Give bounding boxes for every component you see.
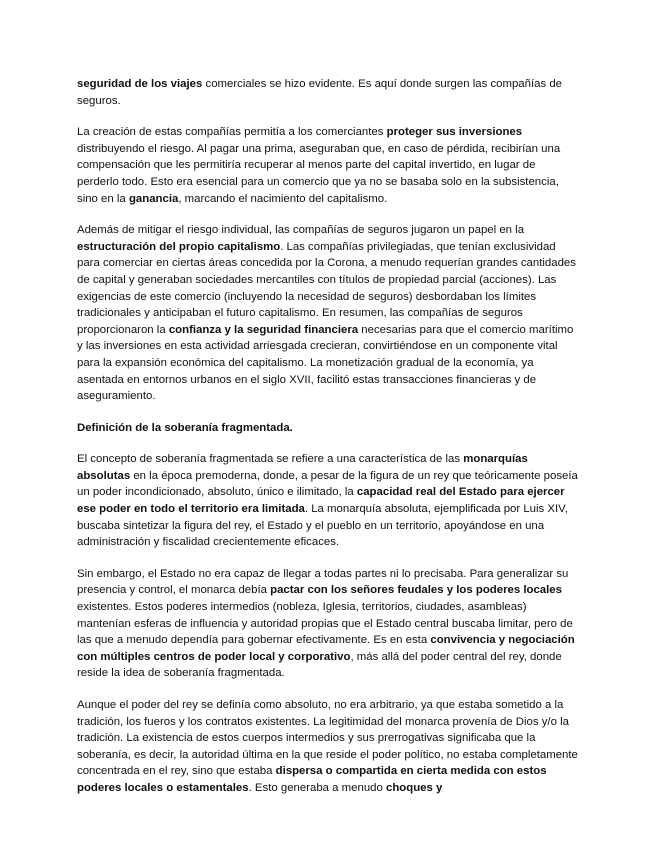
bold-text: confianza y la seguridad financiera bbox=[168, 323, 359, 336]
paragraph bbox=[77, 222, 579, 405]
text-run: necesarias para que el comercio marítimo y las inversiones en esta actividad arriesgada crecieran, convirtiéndose en un componente vital para la expansión económica del capitalismo. La monetización gradual de la economía, ya asentada en entornos urbanos en el siglo XVII, facilitó estas transacciones financieras y de aseguramiento. bbox=[77, 323, 574, 403]
text-run: El concepto de soberanía fragmentada se refiere a una característica de las bbox=[77, 453, 464, 466]
bold-text: pactar con los señores feudales y los poderes locales bbox=[270, 584, 562, 597]
text-run: Además de mitigar el riesgo individual, las compañías de seguros jugaron un papel en la bbox=[77, 224, 525, 237]
text-run: Sin embargo, el Estado no era capaz de llegar a todas partes ni lo precisaba. Para generalizar su presencia y control, el monarca debía bbox=[77, 567, 569, 597]
text-run: distribuyendo el riesgo. Al pagar una prima, aseguraban que, en caso de pérdida, recibirían una compensación que les permitiría recuperar al menos parte del capital invertido, en lugar de perderlo todo. Esto era esencial para un comercio que ya no se basaba solo en la subsistencia, sino en la bbox=[77, 142, 561, 205]
bold-text: choques y bbox=[386, 781, 443, 794]
section-heading bbox=[77, 420, 579, 437]
bold-text: convivencia y negociación con múltiples centros de poder local y corporativo bbox=[77, 634, 575, 663]
bold-text: estructuración del propio capitalismo bbox=[77, 240, 281, 253]
text-run: La creación de estas compañías permitía a los comerciantes bbox=[77, 126, 387, 139]
paragraph bbox=[77, 451, 579, 551]
bold-text: monarquías absolutas bbox=[77, 453, 528, 482]
text-run: Aunque el poder del rey se definía como absoluto, no era arbitrario, ya que estaba sometido a la tradición, los fueros y los contratos existentes. La legitimidad del monarca provenía de Dios y/o la tradición. La existencia de estos cuerpos intermedios y sus prerrogativas significaba que la soberanía, es decir, la autoridad última en la que reside el poder político, no estaba completamente concentrada en el rey, sino que estaba bbox=[77, 699, 578, 778]
text-run: existentes. Estos poderes intermedios (nobleza, Iglesia, territorios, ciudades, asambleas) mantenían esferas de influencia y autoridad propias que el Estado central buscaba limitar, pero de las que a menudo dependía para gobernar efectivamente. Es en esta bbox=[77, 601, 573, 647]
text-run: comerciales se hizo evidente. Es aquí donde surgen las compañías de seguros. bbox=[77, 78, 563, 107]
text-run: . Las compañías privilegiadas, que tenían exclusividad para comerciar en ciertas áreas concedida por la Corona, a menudo requerían grandes cantidades de capital y generaban sociedades mercantiles con títulos de propiedad parcial (acciones). Las exigencias de este comercio (incluyendo la necesidad de seguros) desbordaban los límites tradicionales y anticipaban el futuro capitalismo. En resumen, las compañías de seguros proporcionaron la bbox=[77, 240, 576, 336]
bold-text: dispersa o compartida en cierta medida con estos poderes locales o estamentales bbox=[77, 765, 547, 794]
text-run: . La monarquía absoluta, ejemplificada por Luis XIV, buscaba sintetizar la figura del rey, el Estado y el pueblo en un territorio, apoyándose en una administración y fiscalidad crecientemente eficaces. bbox=[77, 503, 568, 549]
bold-text: proteger sus inversiones bbox=[386, 126, 523, 139]
bold-text: capacidad real del Estado para ejercer ese poder en todo el territorio era limitada bbox=[77, 486, 565, 516]
paragraph bbox=[77, 697, 579, 797]
text-run: en la época premoderna, donde, a pesar de la figura de un rey que teóricamente poseía un poder incondicionado, absoluto, único e ilimitado, la bbox=[77, 469, 578, 499]
text-run: , más allá del poder central del rey, donde reside la idea de soberanía fragmentada. bbox=[77, 650, 562, 680]
bold-text: seguridad de los viajes bbox=[77, 78, 203, 90]
paragraph bbox=[77, 566, 579, 682]
document-body bbox=[77, 76, 579, 812]
paragraph bbox=[77, 76, 579, 109]
bold-text: Definición de la soberanía fragmentada. bbox=[77, 421, 293, 434]
paragraph bbox=[77, 124, 579, 207]
text-run: , marcando el nacimiento del capitalismo. bbox=[178, 192, 388, 205]
text-run: . Esto generaba a menudo bbox=[248, 781, 386, 794]
bold-text: ganancia bbox=[128, 192, 179, 205]
